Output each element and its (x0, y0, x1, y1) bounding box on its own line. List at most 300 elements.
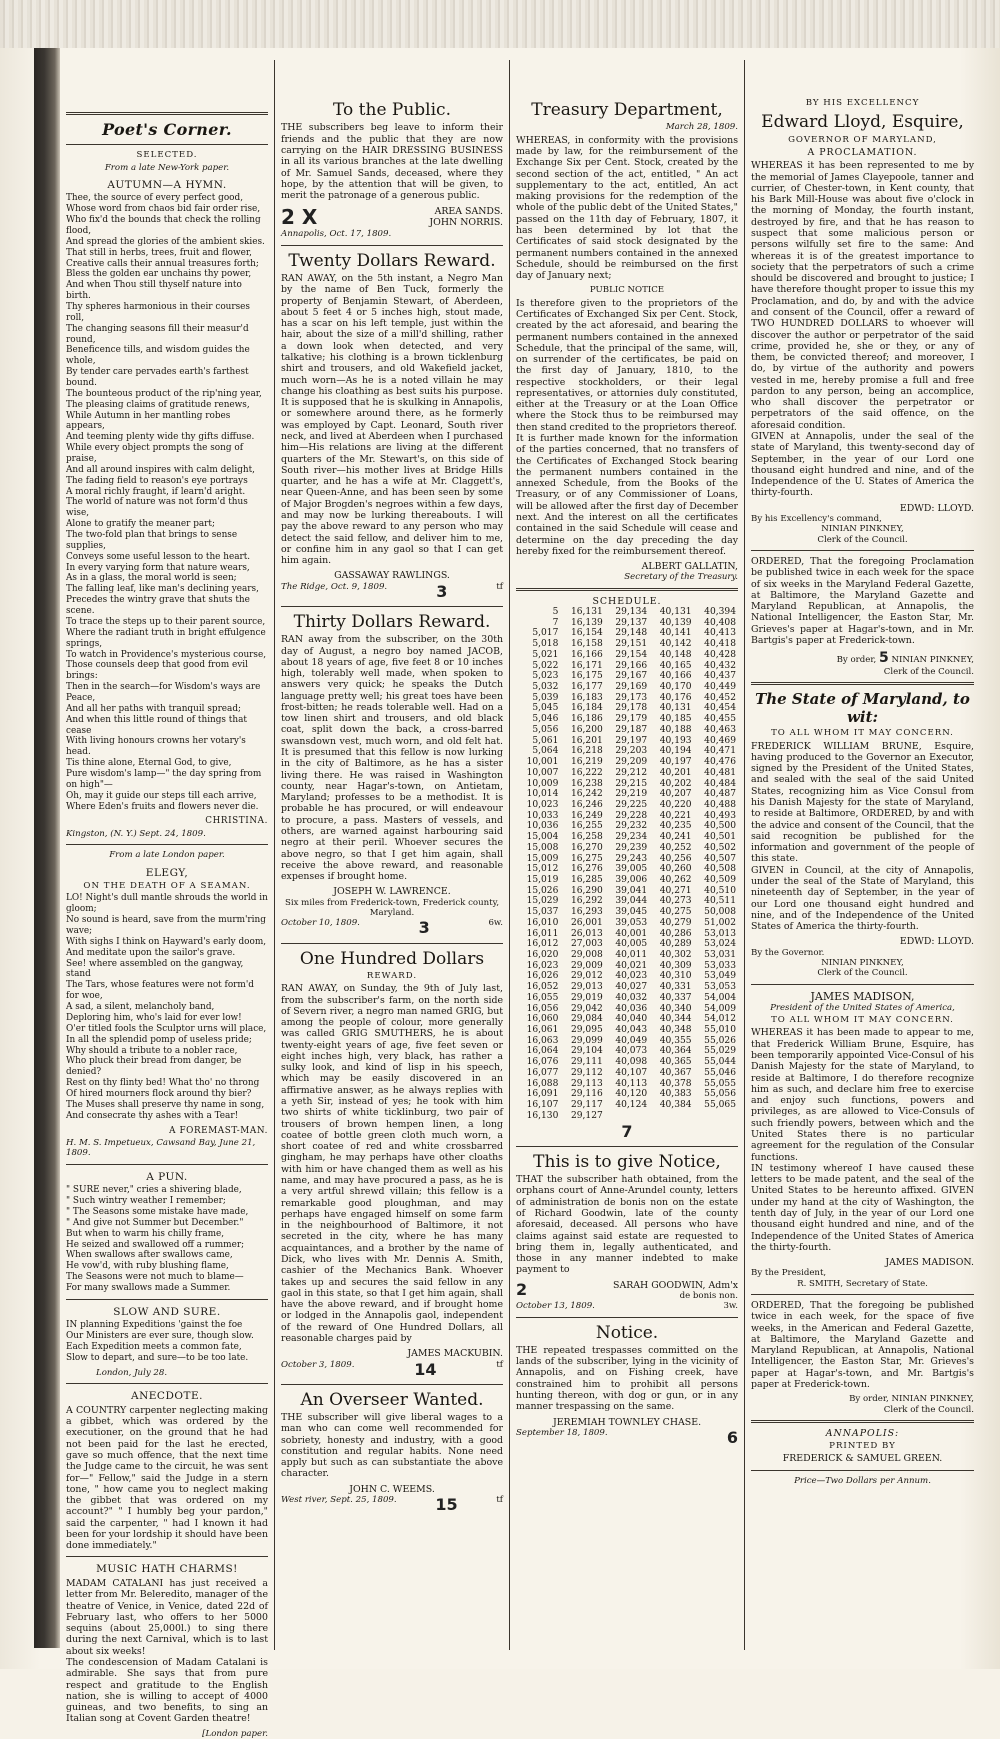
state-signature: EDWD: LLOYD. (899, 936, 974, 948)
divider (516, 1317, 738, 1318)
schedule-cell: 16,063 (526, 1035, 559, 1046)
schedule-cell: 40,378 (659, 1078, 692, 1089)
schedule-row (516, 650, 738, 661)
schedule-cell: 16,020 (526, 950, 559, 961)
schedule-cell: 39,041 (615, 885, 648, 896)
schedule-cell: 5,021 (532, 649, 559, 660)
divider (751, 682, 974, 685)
schedule-cell: 16,200 (570, 724, 603, 735)
madison-signature: JAMES MADISON. (885, 1257, 974, 1269)
goodwin-signatures (613, 1280, 738, 1302)
divider (66, 1556, 268, 1557)
schedule-cell: 16,130 (526, 1110, 559, 1121)
schedule-cell: 40,508 (704, 864, 736, 875)
schedule-cell: 54,012 (704, 1014, 736, 1025)
thirty-date: October 10, 1809. (281, 918, 360, 929)
hymn-text: Thee, the source of every perfect good, Whose word from chaos bid fair order rise, Who fix'd the bounds that check the rolling flood, And spread the glories of the ambient skies. That still in herbs, trees, fruit and flower, Creative calls their annual treasures forth; Bless the golden ear unchains thy power, And when Thou still thyself nature into birth. Thy spheres harmonious in their courses roll, The changing seasons fill their measur'd round, Beneficence tills, and wisdom guides the whole, By tender care pervades earth's farthest bound. The bounteous product of the rip'ning year, The pleasing claims of gratitude renews, While Autumn in her mantling robes appears, And teeming plenty wide thy gifts diffuse. While every object prompts the song of praise, And all around inspires with calm delight, The fading field to reason's eye portrays A moral richly fraught, if learn'd aright. The world of nature was not form'd thus wise, Alone to gratify the meaner part; The two-fold plan that brings to sense supplies, Conveys some useful lesson to the heart. In every varying form that nature wears, As in a glass, the moral world is seen; The falling leaf, like man's declining years, Precedes the wintry grave that shuts the scene. To trace the steps up to their parent source, Where the radiant truth in bright effulgence springs, To watch in Providence's mysterious course, Those counsels deep that good from evil brings: Then in the search—for Wisdom's ways are Peace, And all her paths with tranquil spread; And when this little round of things that cease With living honours crowns her votary's head. Tis thine alone, Eternal God, to give, Pure wisdom's lamp—" the day spring from on high"— Oh, may it guide our steps till each arrive, Where Eden's fruits and flowers never die. (66, 193, 267, 812)
schedule-cell: 40,509 (704, 874, 736, 885)
schedule-cell: 40,023 (615, 971, 648, 982)
handwritten-mark: 15 (435, 1495, 458, 1515)
schedule-cell: 16,218 (570, 746, 603, 757)
schedule-cell: 40,036 (615, 1003, 648, 1014)
schedule-cell: 40,432 (704, 660, 736, 671)
schedule-cell: 40,165 (659, 660, 692, 671)
overseer-title: An Overseer Wanted. (300, 1389, 484, 1410)
imprint-printed-by: PRINTED BY (829, 1441, 896, 1452)
treasury-text: WHEREAS, in conformity with the provisions made by law, for the reimbursement of the Exchange Six per Cent. Stock, created by the second section of the act, entitled, " An act supplementary to the act, entitled, An act making provisions for the redemption of the whole of the public debt of the United States," passed on the 11th day of February, 1807, it has been determined by lot that the Certificates of said stock designated by the permanent numbers contained in the annexed Schedule, should be reimbursed on the first day of January next; (516, 134, 738, 282)
schedule-cell: 53,013 (704, 928, 736, 939)
anecdote-title: ANECDOTE. (130, 1390, 203, 1403)
divider (751, 984, 974, 985)
schedule-cell: 40,124 (615, 1100, 648, 1111)
schedule-cell: 54,004 (704, 992, 736, 1003)
schedule-cell: 40,185 (659, 714, 692, 725)
schedule-cell: 39,045 (615, 907, 648, 918)
state-clerk: Clerk of the Council. (817, 968, 908, 979)
schedule-cell: 15,026 (526, 885, 559, 896)
twenty-text: RAN AWAY, on the 5th instant, a Negro Man by the name of Ben Tuck, formerly the property of Benjamin Stewart, of Aberdeen, about 5 feet 4 or 5 inches high, stout made, has a scar on his left temple, just within the hair, about the size of a mill'd shilling, rather a down look when detected, and very talkative; his clothing is a brown ticklenburg shirt and trousers, and old Wakefield jacket, much worn—As he is a noted villain he may change his cloathing as best suits his purpose. It is supposed that he is skulking in Annapolis, or somewhere around there, as he formerly was employed by Capt. Leonard, South river neck, and lived at Aberdeen when I purchased him—His relations are living at the different quarters of the Mr. Stewart's, on this side of South river—his mother lives at Bridge Hills quarter, and he has a wife at Mr. Claggett's, near Queen-Anne, and has been seen by some of Major Brogden's negroes within a few days, and may now be lurking thereabouts. I will pay the above reward to any person who may detect the said fellow, and deliver him to me, or confine him in any gaol so that I can get him again. (281, 273, 503, 567)
handwritten-mark: 3 (418, 918, 430, 938)
proclamation-heading: A PROCLAMATION. (807, 147, 918, 159)
schedule-cell (649, 1111, 693, 1122)
goodwin-date: October 13, 1809. (516, 1301, 595, 1312)
schedule-cell: 40,098 (615, 1057, 648, 1068)
schedule-cell: 40,220 (659, 799, 692, 810)
pun-text: " SURE never," cries a shivering blade, " Such wintry weather I remember; " The Seasons some mistake have made, " And give not Summer but December." But when to warm his chilly frame, He seized and swallowed off a rummer; When swallows after swallows came, He vow'd, with ruby blushing flame, The Seasons were not much to blame— For many swallows made a Summer. (66, 1185, 249, 1294)
schedule-cell: 10,014 (526, 789, 559, 800)
treasury-signature: ALBERT GALLATIN, (641, 561, 738, 573)
schedule-cell: 29,151 (615, 639, 648, 650)
schedule-cell: 26,013 (570, 928, 603, 939)
thirty-signature: JOSEPH W. LAWRENCE. (333, 886, 451, 898)
madison-secretary: R. SMITH, Secretary of State. (797, 1278, 928, 1289)
three-week-mark: 3w. (723, 1301, 738, 1312)
schedule-cell: 40,120 (615, 1089, 648, 1100)
schedule-cell: 16,186 (570, 714, 603, 725)
schedule-cell: 40,310 (659, 971, 692, 982)
schedule-cell: 40,355 (659, 1035, 692, 1046)
schedule-cell: 40,493 (704, 810, 736, 821)
hymn-signature: CHRISTINA. (205, 816, 268, 827)
schedule-cell: 40,262 (659, 874, 692, 885)
goodwin-title: This is to give Notice, (533, 1151, 721, 1172)
schedule-row (516, 843, 738, 854)
hymn-place: Kingston, (N. Y.) Sept. 24, 1809. (66, 828, 206, 839)
schedule-cell: 40,500 (704, 821, 736, 832)
goodwin-signature-row (516, 1280, 738, 1302)
hymn-title: AUTUMN—A HYMN. (107, 178, 227, 191)
schedule-cell: 40,510 (704, 885, 736, 896)
schedule-cell: 39,006 (615, 874, 648, 885)
trespass-date: September 18, 1809. (516, 1427, 608, 1438)
madison-title: JAMES MADISON, (810, 989, 915, 1003)
hundred-date: October 3, 1809. (281, 1359, 355, 1370)
schedule-row (516, 929, 738, 940)
schedule-cell: 16,131 (570, 607, 603, 618)
schedule-cell: 39,053 (615, 917, 648, 928)
schedule-cell: 16,175 (570, 671, 603, 682)
ordered-1-by-label: By order, (836, 655, 877, 666)
schedule-cell: 40,383 (659, 1089, 692, 1100)
overseer-date-row (281, 1495, 503, 1514)
handwritten-mark: 2 (516, 1279, 528, 1299)
schedule-row (516, 1025, 738, 1036)
public-signature-row (281, 205, 503, 229)
schedule-row (516, 907, 738, 918)
schedule-cell: 29,219 (615, 789, 648, 800)
slow-title: SLOW AND SURE. (113, 1305, 221, 1318)
schedule-cell: 40,005 (615, 939, 648, 950)
madison-by: By the President, (751, 1268, 827, 1279)
schedule-cell: 40,193 (659, 735, 692, 746)
music-text: MADAM CATALANI has just received a letter from Mr. Beleredito, manager of the theatre of Venice, in Venice, dated 22d of February last, who offers to her 5000 sequins (about 25,000l.) to sing there during the next Carnival, which is to last about six weeks! The condescension of Madam Catalani is admirable. She says that from pure respect and gratitude to the English nation, she is willing to accept of 4000 guineas, and two benefits, to sing an Italian song at Covent Garden theatre! (66, 1578, 268, 1725)
state-text: FREDERICK WILLIAM BRUNE, Esquire, having produced to the Governor an Executor, signed by the President of the United States, and sealed with the seal of the said United States, recognizing him as Vice Consul from his Danish Majesty for the state of Maryland, to reside at Baltimore, ORDERED, by and with the advice and consent of the Council, that the said recognition be published for the information and government of the people of this state. GIVEN in Council, at the city of Annapolis, under the seal of the State of Maryland, this nineteenth day of September, in the year of our Lord one thousand eight hundred and nine, and of the Independence of the United States of America the thirty-fourth. (751, 740, 974, 933)
schedule-cell: 40,260 (659, 864, 692, 875)
schedule-row (516, 736, 738, 747)
trespass-signature: JEREMIAH TOWNLEY CHASE. (552, 1416, 702, 1428)
schedule-row (516, 971, 738, 982)
schedule-cell: 40,194 (659, 746, 692, 757)
schedule-cell: 40,502 (704, 842, 736, 853)
schedule-row (516, 693, 738, 704)
schedule-cell: 40,487 (704, 789, 736, 800)
schedule-cell: 5 (552, 607, 559, 618)
schedule-cell: 40,476 (704, 757, 736, 768)
schedule-cell: 5,064 (532, 746, 559, 757)
schedule-cell: 40,040 (615, 1014, 648, 1025)
schedule-cell: 29,239 (615, 842, 648, 853)
schedule-row (516, 886, 738, 897)
schedule-cell: 5,017 (532, 628, 559, 639)
twenty-date: The Ridge, Oct. 9, 1809. (281, 581, 388, 592)
proclamation-signature: EDWD: LLOYD. (899, 502, 974, 514)
source-note: From a late New-York paper. (104, 162, 230, 173)
handwritten-mark: 2 X (281, 205, 318, 230)
schedule-cell: 53,031 (704, 950, 736, 961)
proclamation-clerk: Clerk of the Council. (817, 534, 908, 545)
source-note: From a late London paper. (109, 850, 225, 861)
thirty-date-row (281, 918, 503, 937)
schedule-cell: 40,367 (659, 1067, 692, 1078)
divider (281, 606, 503, 607)
handwritten-mark: 6 (726, 1427, 738, 1447)
schedule-cell: 16,026 (526, 971, 559, 982)
schedule-row (516, 757, 738, 768)
schedule-row (516, 682, 738, 693)
schedule-cell: 40,365 (659, 1057, 692, 1068)
trespass-date-row (516, 1428, 738, 1447)
schedule-cell: 40,073 (615, 1046, 648, 1057)
schedule-cell: 40,021 (615, 960, 648, 971)
schedule-cell: 40,488 (704, 799, 736, 810)
column-1 (60, 60, 275, 1739)
public-notice-heading: PUBLIC NOTICE (589, 285, 665, 296)
goodwin-text: THAT the subscriber hath obtained, from the orphans court of Anne-Arundel county, letters of administration de bonis non on the estate of Richard Goodwin, late of the county aforesaid, deceased. All persons who have claims against said estate are requested to bring them in, legally authenticated, and those in any manner indebted to make payment to (516, 1174, 738, 1276)
schedule-cell: 40,197 (659, 757, 692, 768)
schedule-heading: SCHEDULE. (592, 595, 662, 607)
hundred-subtitle: REWARD. (366, 970, 418, 981)
binding-spine (34, 48, 60, 1648)
schedule-cell: 16,077 (526, 1067, 559, 1078)
divider (751, 1420, 974, 1423)
schedule-cell: 40,507 (704, 853, 736, 864)
divider (281, 245, 503, 246)
schedule-row (516, 1036, 738, 1047)
schedule-cell: 40,455 (704, 714, 736, 725)
schedule-cell: 16,060 (526, 1014, 559, 1025)
schedule-cell: 40,302 (659, 950, 692, 961)
divider (66, 1164, 268, 1165)
schedule-row (516, 832, 738, 843)
by-his-excellency: BY HIS EXCELLENCY (805, 98, 920, 108)
schedule-cell: 27,003 (570, 939, 603, 950)
schedule-row (516, 661, 738, 672)
schedule-cell: 16,107 (526, 1100, 559, 1111)
schedule-cell: 16,171 (570, 660, 603, 671)
schedule-cell: 16,270 (570, 842, 603, 853)
trespass-text: THE repeated trespasses committed on the lands of the subscriber, lying in the vicinity of Annapolis, and on Fishing creek, have constrained him to prohibit all persons hunting thereon, with dog or gun, or in any manner trespassing on the same. (516, 1344, 738, 1413)
governor-label: GOVERNOR OF MARYLAND, (788, 134, 937, 145)
schedule-cell: 16,011 (526, 928, 559, 939)
schedule-cell: 29,113 (570, 1078, 603, 1089)
overseer-signature: JOHN C. WEEMS. (349, 1483, 435, 1495)
schedule-cell: 53,053 (704, 982, 736, 993)
six-week-mark: 6w. (488, 918, 503, 929)
schedule-cell: 29,215 (615, 778, 648, 789)
schedule-cell: 16,088 (526, 1078, 559, 1089)
schedule-cell: 40,511 (704, 896, 736, 907)
schedule-cell: 40,289 (659, 939, 692, 950)
goodwin-signature-note: de bonis non. (679, 1290, 738, 1301)
ordered-1-by (751, 650, 974, 667)
schedule-cell: 40,469 (704, 735, 736, 746)
schedule-cell: 29,112 (570, 1067, 603, 1078)
schedule-cell: 40,384 (659, 1100, 692, 1111)
schedule-cell: 16,258 (570, 832, 603, 843)
schedule-cell: 54,009 (704, 1003, 736, 1014)
handwritten-mark: 5 (879, 650, 889, 667)
schedule-cell: 55,046 (704, 1067, 736, 1078)
thirty-title: Thirty Dollars Reward. (293, 611, 491, 632)
schedule-cell: 55,026 (704, 1035, 736, 1046)
schedule-cell: 16,285 (570, 874, 603, 885)
schedule-row (516, 768, 738, 779)
divider (516, 1146, 738, 1147)
schedule-cell: 40,279 (659, 917, 692, 928)
schedule-cell: 15,037 (526, 907, 559, 918)
schedule-cell: 29,134 (615, 607, 648, 618)
schedule-cell: 29,187 (615, 724, 648, 735)
schedule-cell: 16,183 (570, 692, 603, 703)
schedule-cell: 29,178 (615, 703, 648, 714)
schedule-row (516, 703, 738, 714)
public-signature-1: AREA SANDS. (434, 206, 503, 218)
schedule-cell: 16,166 (570, 649, 603, 660)
schedule-cell: 39,005 (615, 864, 648, 875)
schedule-cell: 16,246 (570, 799, 603, 810)
schedule-cell: 29,116 (570, 1089, 603, 1100)
handwritten-mark: 7 (621, 1121, 633, 1141)
schedule-cell: 50,008 (704, 907, 736, 918)
schedule-row (516, 950, 738, 961)
schedule-cell: 16,012 (526, 939, 559, 950)
schedule-cell: 40,275 (659, 907, 692, 918)
imprint-price: Price—Two Dollars per Annum. (794, 1475, 931, 1486)
schedule-cell: 40,454 (704, 703, 736, 714)
schedule-cell: 40,201 (659, 767, 692, 778)
schedule-cell: 5,061 (532, 735, 559, 746)
schedule-cell: 29,179 (615, 714, 648, 725)
schedule-cell: 29,173 (615, 692, 648, 703)
ordered-2-clerk: Clerk of the Council. (883, 1404, 974, 1415)
schedule-cell: 29,095 (570, 1025, 603, 1036)
lloyd-title: Edward Lloyd, Esquire, (761, 112, 964, 133)
elegy-place: H. M. S. Impetueux, Cawsand Bay, June 21, 1809. (66, 1138, 256, 1159)
schedule-cell: 16,010 (526, 917, 559, 928)
schedule-cell: 29,084 (570, 1014, 603, 1025)
twenty-title: Twenty Dollars Reward. (288, 250, 496, 271)
schedule-cell: 29,012 (570, 971, 603, 982)
schedule-cell: 40,113 (615, 1078, 648, 1089)
schedule-cell: 40,107 (615, 1067, 648, 1078)
schedule-cell: 15,029 (526, 896, 559, 907)
divider (66, 144, 268, 145)
schedule-row (516, 725, 738, 736)
schedule-cell: 40,235 (659, 821, 692, 832)
schedule-cell: 16,290 (570, 885, 603, 896)
overseer-date: West river, Sept. 25, 1809. (281, 1495, 397, 1506)
schedule-row (516, 671, 738, 682)
schedule-cell: 10,023 (526, 799, 559, 810)
schedule-cell: 40,437 (704, 671, 736, 682)
tf-mark: tf (496, 1359, 503, 1370)
goodwin-signature: SARAH GOODWIN, Adm'x (613, 1279, 738, 1291)
schedule-cell: 29,225 (615, 799, 648, 810)
schedule-cell: 55,055 (704, 1078, 736, 1089)
proclamation-clerk-name: NINIAN PINKNEY, (821, 524, 904, 535)
treasury-date: March 28, 1809. (665, 122, 738, 133)
hundred-text: RAN AWAY, on Sunday, the 9th of July last, from the subscriber's farm, on the north side of Severn river, a negro man named GRIG, but among the people of colour, more generally was called GRIG SMUTHERS, he is about twenty-eight years of age, five feet seven or eight inches high, very black, has rather a sulky look, and kind of lisp in his speech, which may be easily discovered in an affirmative answer, as he always replies with a yeth Sir, instead of yes; he took with him two shirts of white ticklinburg, two pair of trousers of brown hempen linen, a long coatee of bottle green cloth much worn, a short coatee of red and white crossbarred gingham, he may perhaps have other cloaths with him or have changed them as well as his name, and may have procured a pass, as he is a very artful shrewd villain; this fellow is a remarkable good ploughman, and may perhaps have engaged himself on some farm in the neighbourhood of Baltimore, it not secreted in the city, where he has many acquaintances, and a brother by the name of Dick, who lives with Mr. Dennis A. Smith, cashier of the Mechanics Bank. Whoever takes up and secures the said fellow in any gaol in this state, so that I get him again, shall have the above reward, and if brought home or lodged in the Annapolis gaol, independent of the reward of One Hundred Dollars, all reasonable charges paid by (281, 983, 503, 1344)
column-4 (745, 60, 980, 1650)
schedule-cell: 40,364 (659, 1046, 692, 1057)
divider (281, 1384, 503, 1385)
schedule-cell: 16,219 (570, 757, 603, 768)
imprint-place: ANNAPOLIS: (825, 1427, 900, 1439)
schedule-cell: 16,023 (526, 960, 559, 971)
schedule-cell: 40,286 (659, 928, 692, 939)
schedule-row (516, 1004, 738, 1015)
state-by: By the Governor. (751, 947, 825, 958)
schedule-cell: 29,009 (570, 960, 603, 971)
poets-corner-heading: Poet's Corner. (102, 120, 232, 139)
schedule-cell: 15,009 (526, 853, 559, 864)
schedule-cell: 55,029 (704, 1046, 736, 1057)
elegy-subtitle: ON THE DEATH OF A SEAMAN. (83, 881, 251, 892)
schedule-cell: 40,141 (659, 628, 692, 639)
twenty-signature: GASSAWAY RAWLINGS. (334, 570, 450, 582)
schedule-cell: 40,139 (659, 617, 692, 628)
thirty-place: Six miles from Frederick-town, Frederick county, Maryland. (284, 897, 500, 919)
schedule-cell: 5,046 (532, 714, 559, 725)
schedule-row (516, 1089, 738, 1100)
schedule-row (516, 1079, 738, 1090)
slow-place: London, July 28. (96, 1367, 168, 1378)
ordered-2-by (751, 1394, 974, 1404)
schedule-body (516, 607, 738, 1122)
schedule-cell: 40,484 (704, 778, 736, 789)
divider (516, 588, 738, 591)
schedule-row (516, 982, 738, 993)
schedule-cell: 16,255 (570, 821, 603, 832)
schedule-cell: 10,009 (526, 778, 559, 789)
schedule-cell: 5,056 (532, 724, 559, 735)
schedule-cell: 40,273 (659, 896, 692, 907)
schedule-cell: 15,019 (526, 874, 559, 885)
schedule-cell: 29,137 (615, 617, 648, 628)
schedule-cell: 40,408 (704, 617, 736, 628)
schedule-cell: 5,022 (532, 660, 559, 671)
schedule-cell: 16,177 (570, 682, 603, 693)
state-title: The State of Maryland, to wit: (755, 690, 970, 727)
schedule-cell: 53,033 (704, 960, 736, 971)
goodwin-date-row (516, 1301, 738, 1311)
hundred-signature: JAMES MACKUBIN. (407, 1348, 503, 1360)
schedule-cell: 40,001 (615, 928, 648, 939)
elegy-title: ELEGY, (145, 866, 189, 879)
pun-title: A PUN. (146, 1170, 188, 1183)
schedule-cell: 40,340 (659, 1003, 692, 1014)
schedule-row (516, 779, 738, 790)
schedule-row (516, 875, 738, 886)
schedule-cell: 40,188 (659, 724, 692, 735)
divider (66, 1299, 268, 1300)
schedule-cell: 40,481 (704, 767, 736, 778)
schedule-row (516, 993, 738, 1004)
treasury-title: Treasury Department, (531, 100, 723, 120)
ordered-1-text: ORDERED, That the foregoing Proclamation be published twice in each week for the space of six weeks in the Maryland Federal Gazette, at Baltimore, the Maryland Gazette and Maryland Republican, at Annapolis, the National Intelligencer, the Easton Star, Mr. Grieves's paper at Hagar's-town, and in Mr. Bartgis's paper at Frederick-town. (751, 555, 974, 646)
schedule-cell: 15,008 (526, 842, 559, 853)
twenty-date-row (281, 582, 503, 601)
schedule-cell: 29,203 (615, 746, 648, 757)
schedule-row (516, 918, 738, 929)
schedule-cell (694, 1111, 738, 1122)
schedule-cell: 40,428 (704, 649, 736, 660)
schedule-cell: 29,209 (615, 757, 648, 768)
imprint-names: FREDERICK & SAMUEL GREEN. (782, 1453, 943, 1465)
trespass-title: Notice. (595, 1322, 659, 1343)
schedule-cell: 26,001 (570, 917, 603, 928)
schedule-cell: 40,207 (659, 789, 692, 800)
schedule-cell: 7 (552, 617, 559, 628)
column-2 (275, 60, 510, 1650)
schedule-cell: 29,042 (570, 1003, 603, 1014)
divider (751, 1470, 974, 1471)
schedule-cell: 40,131 (659, 607, 692, 618)
schedule-cell: 40,348 (659, 1025, 692, 1036)
ordered-2-name: NINIAN PINKNEY, (891, 1394, 974, 1405)
schedule-cell: 40,394 (704, 607, 736, 618)
schedule-cell: 40,148 (659, 649, 692, 660)
music-source: [London paper. (202, 1728, 268, 1739)
schedule-cell: 16,061 (526, 1025, 559, 1036)
schedule-cell: 40,452 (704, 692, 736, 703)
madison-subtitle: President of the United States of America, (770, 1002, 955, 1013)
ordered-2-by-label: By order, (849, 1394, 889, 1405)
schedule-cell: 5,018 (532, 639, 559, 650)
divider (751, 1294, 974, 1295)
schedule-cell: 5,023 (532, 671, 559, 682)
schedule-cell: 40,241 (659, 832, 692, 843)
